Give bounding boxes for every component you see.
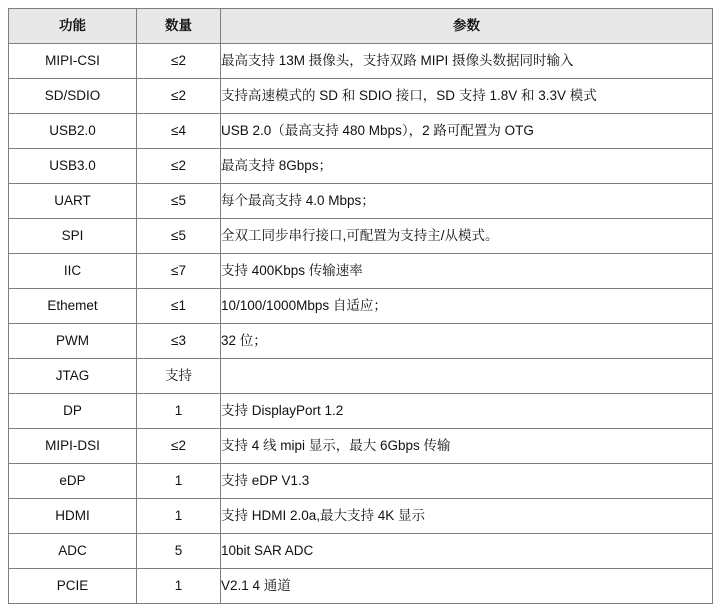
cell-quantity: 1 [137,394,221,429]
table-row [9,44,713,79]
cell-function: Ethemet [9,289,137,324]
cell-parameter: 10/100/1000Mbps 自适应； [221,289,713,324]
table-row [9,289,713,324]
cell-parameter: 支持 HDMI 2.0a,最大支持 4K 显示 [221,499,713,534]
column-header-quantity: 数量 [137,9,221,44]
cell-parameter: 支持 DisplayPort 1.2 [221,394,713,429]
cell-function: USB3.0 [9,149,137,184]
table-row [9,534,713,569]
cell-function: USB2.0 [9,114,137,149]
table-row [9,569,713,604]
table-row [9,499,713,534]
interface-spec-table [8,8,713,604]
column-header-function: 功能 [9,9,137,44]
cell-quantity: 支持 [137,359,221,394]
cell-quantity: ≤5 [137,184,221,219]
table-row [9,254,713,289]
table-row [9,219,713,254]
cell-parameter: 每个最高支持 4.0 Mbps； [221,184,713,219]
cell-parameter: 全双工同步串行接口,可配置为支持主/从模式。 [221,219,713,254]
cell-function: IIC [9,254,137,289]
table-row [9,79,713,114]
table-row [9,464,713,499]
cell-function: UART [9,184,137,219]
table-row [9,149,713,184]
cell-parameter: 10bit SAR ADC [221,534,713,569]
cell-function: PCIE [9,569,137,604]
cell-function: eDP [9,464,137,499]
table-row [9,114,713,149]
cell-quantity: ≤2 [137,44,221,79]
table-row [9,324,713,359]
table-header-row [9,9,713,44]
cell-quantity: ≤5 [137,219,221,254]
cell-function: MIPI-CSI [9,44,137,79]
cell-parameter: 最高支持 13M 摄像头，支持双路 MIPI 摄像头数据同时输入 [221,44,713,79]
cell-parameter: 支持 4 线 mipi 显示，最大 6Gbps 传输 [221,429,713,464]
cell-quantity: 1 [137,464,221,499]
cell-parameter [221,359,713,394]
cell-function: HDMI [9,499,137,534]
cell-function: PWM [9,324,137,359]
cell-parameter: 最高支持 8Gbps； [221,149,713,184]
cell-parameter: V2.1 4 通道 [221,569,713,604]
cell-function: DP [9,394,137,429]
cell-quantity: 5 [137,534,221,569]
table-row [9,184,713,219]
cell-quantity: ≤7 [137,254,221,289]
cell-parameter: 支持 400Kbps 传输速率 [221,254,713,289]
cell-parameter: 支持 eDP V1.3 [221,464,713,499]
table-row [9,394,713,429]
table-row [9,359,713,394]
cell-parameter: USB 2.0（最高支持 480 Mbps），2 路可配置为 OTG [221,114,713,149]
cell-quantity: ≤2 [137,429,221,464]
cell-parameter: 32 位； [221,324,713,359]
cell-parameter: 支持高速模式的 SD 和 SDIO 接口，SD 支持 1.8V 和 3.3V 模式 [221,79,713,114]
cell-function: SD/SDIO [9,79,137,114]
table-row [9,429,713,464]
cell-function: MIPI-DSI [9,429,137,464]
cell-quantity: ≤2 [137,79,221,114]
column-header-parameter: 参数 [221,9,713,44]
cell-quantity: ≤4 [137,114,221,149]
cell-function: JTAG [9,359,137,394]
cell-quantity: 1 [137,569,221,604]
cell-function: SPI [9,219,137,254]
cell-quantity: ≤3 [137,324,221,359]
cell-quantity: ≤1 [137,289,221,324]
cell-quantity: ≤2 [137,149,221,184]
cell-function: ADC [9,534,137,569]
cell-quantity: 1 [137,499,221,534]
